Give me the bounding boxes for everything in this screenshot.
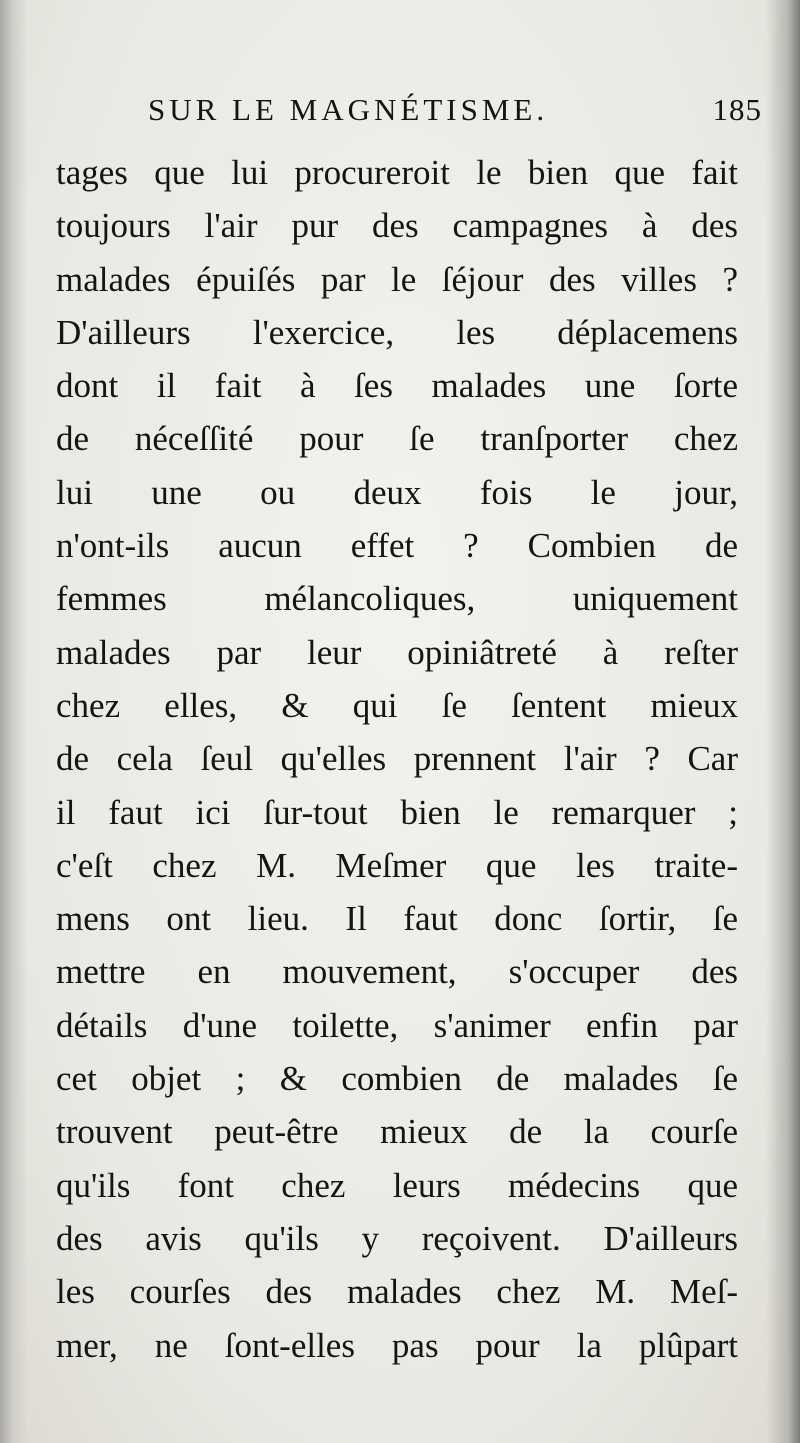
text-line: c'eſt chez M. Meſmer que les traite- (56, 845, 738, 885)
text-line: tages que lui procureroit le bien que fait (56, 153, 738, 192)
text-line: mer, ne ſont-elles pas pour la plûpart (56, 1325, 738, 1365)
text-line: dont il fait à ſes malades une ſorte (56, 366, 738, 406)
text-line: chez elles, & qui ſe ſentent mieux (56, 685, 738, 725)
text-line: toujours l'air pur des campagnes à des (56, 206, 738, 246)
text-line: malades épuiſés par le ſéjour des villes ? (56, 259, 738, 299)
page-number: 185 (712, 92, 762, 127)
page-gutter-shadow (0, 0, 28, 1443)
text-line: trouvent peut-être mieux de la courſe (56, 1112, 738, 1152)
text-line: mettre en mouvement, s'occuper des (56, 952, 738, 992)
text-line: n'ont-ils aucun effet ? Combien de (56, 526, 738, 566)
text-line: mens ont lieu. Il faut donc ſortir, ſe (56, 899, 738, 939)
text-line: de cela ſeul qu'elles prennent l'air ? Car (56, 739, 738, 779)
text-line: les courſes des malades chez M. Meſ- (56, 1272, 738, 1312)
text-line: lui une ou deux fois le jour, (56, 472, 738, 512)
body-text (56, 146, 738, 1372)
text-line: de néceſſité pour ſe tranſporter chez (56, 419, 738, 459)
text-line: malades par leur opiniâtreté à reſter (56, 632, 738, 672)
text-line: cet objet ; & combien de malades ſe (56, 1059, 738, 1099)
text-line: D'ailleurs l'exercice, les déplacemens (56, 312, 738, 352)
text-line: des avis qu'ils y reçoivent. D'ailleurs (56, 1218, 738, 1258)
running-title: SUR LE MAGNÉTISME. (148, 92, 549, 127)
text-line: détails d'une toilette, s'animer enfin par (56, 1005, 738, 1045)
text-line: qu'ils font chez leurs médecins que (56, 1165, 738, 1205)
running-header (148, 92, 768, 142)
page-edge-shadow (766, 0, 800, 1443)
text-line: femmes mélancoliques, uniquement (56, 579, 738, 619)
text-line: il faut ici ſur-tout bien le remarquer ; (56, 792, 738, 832)
